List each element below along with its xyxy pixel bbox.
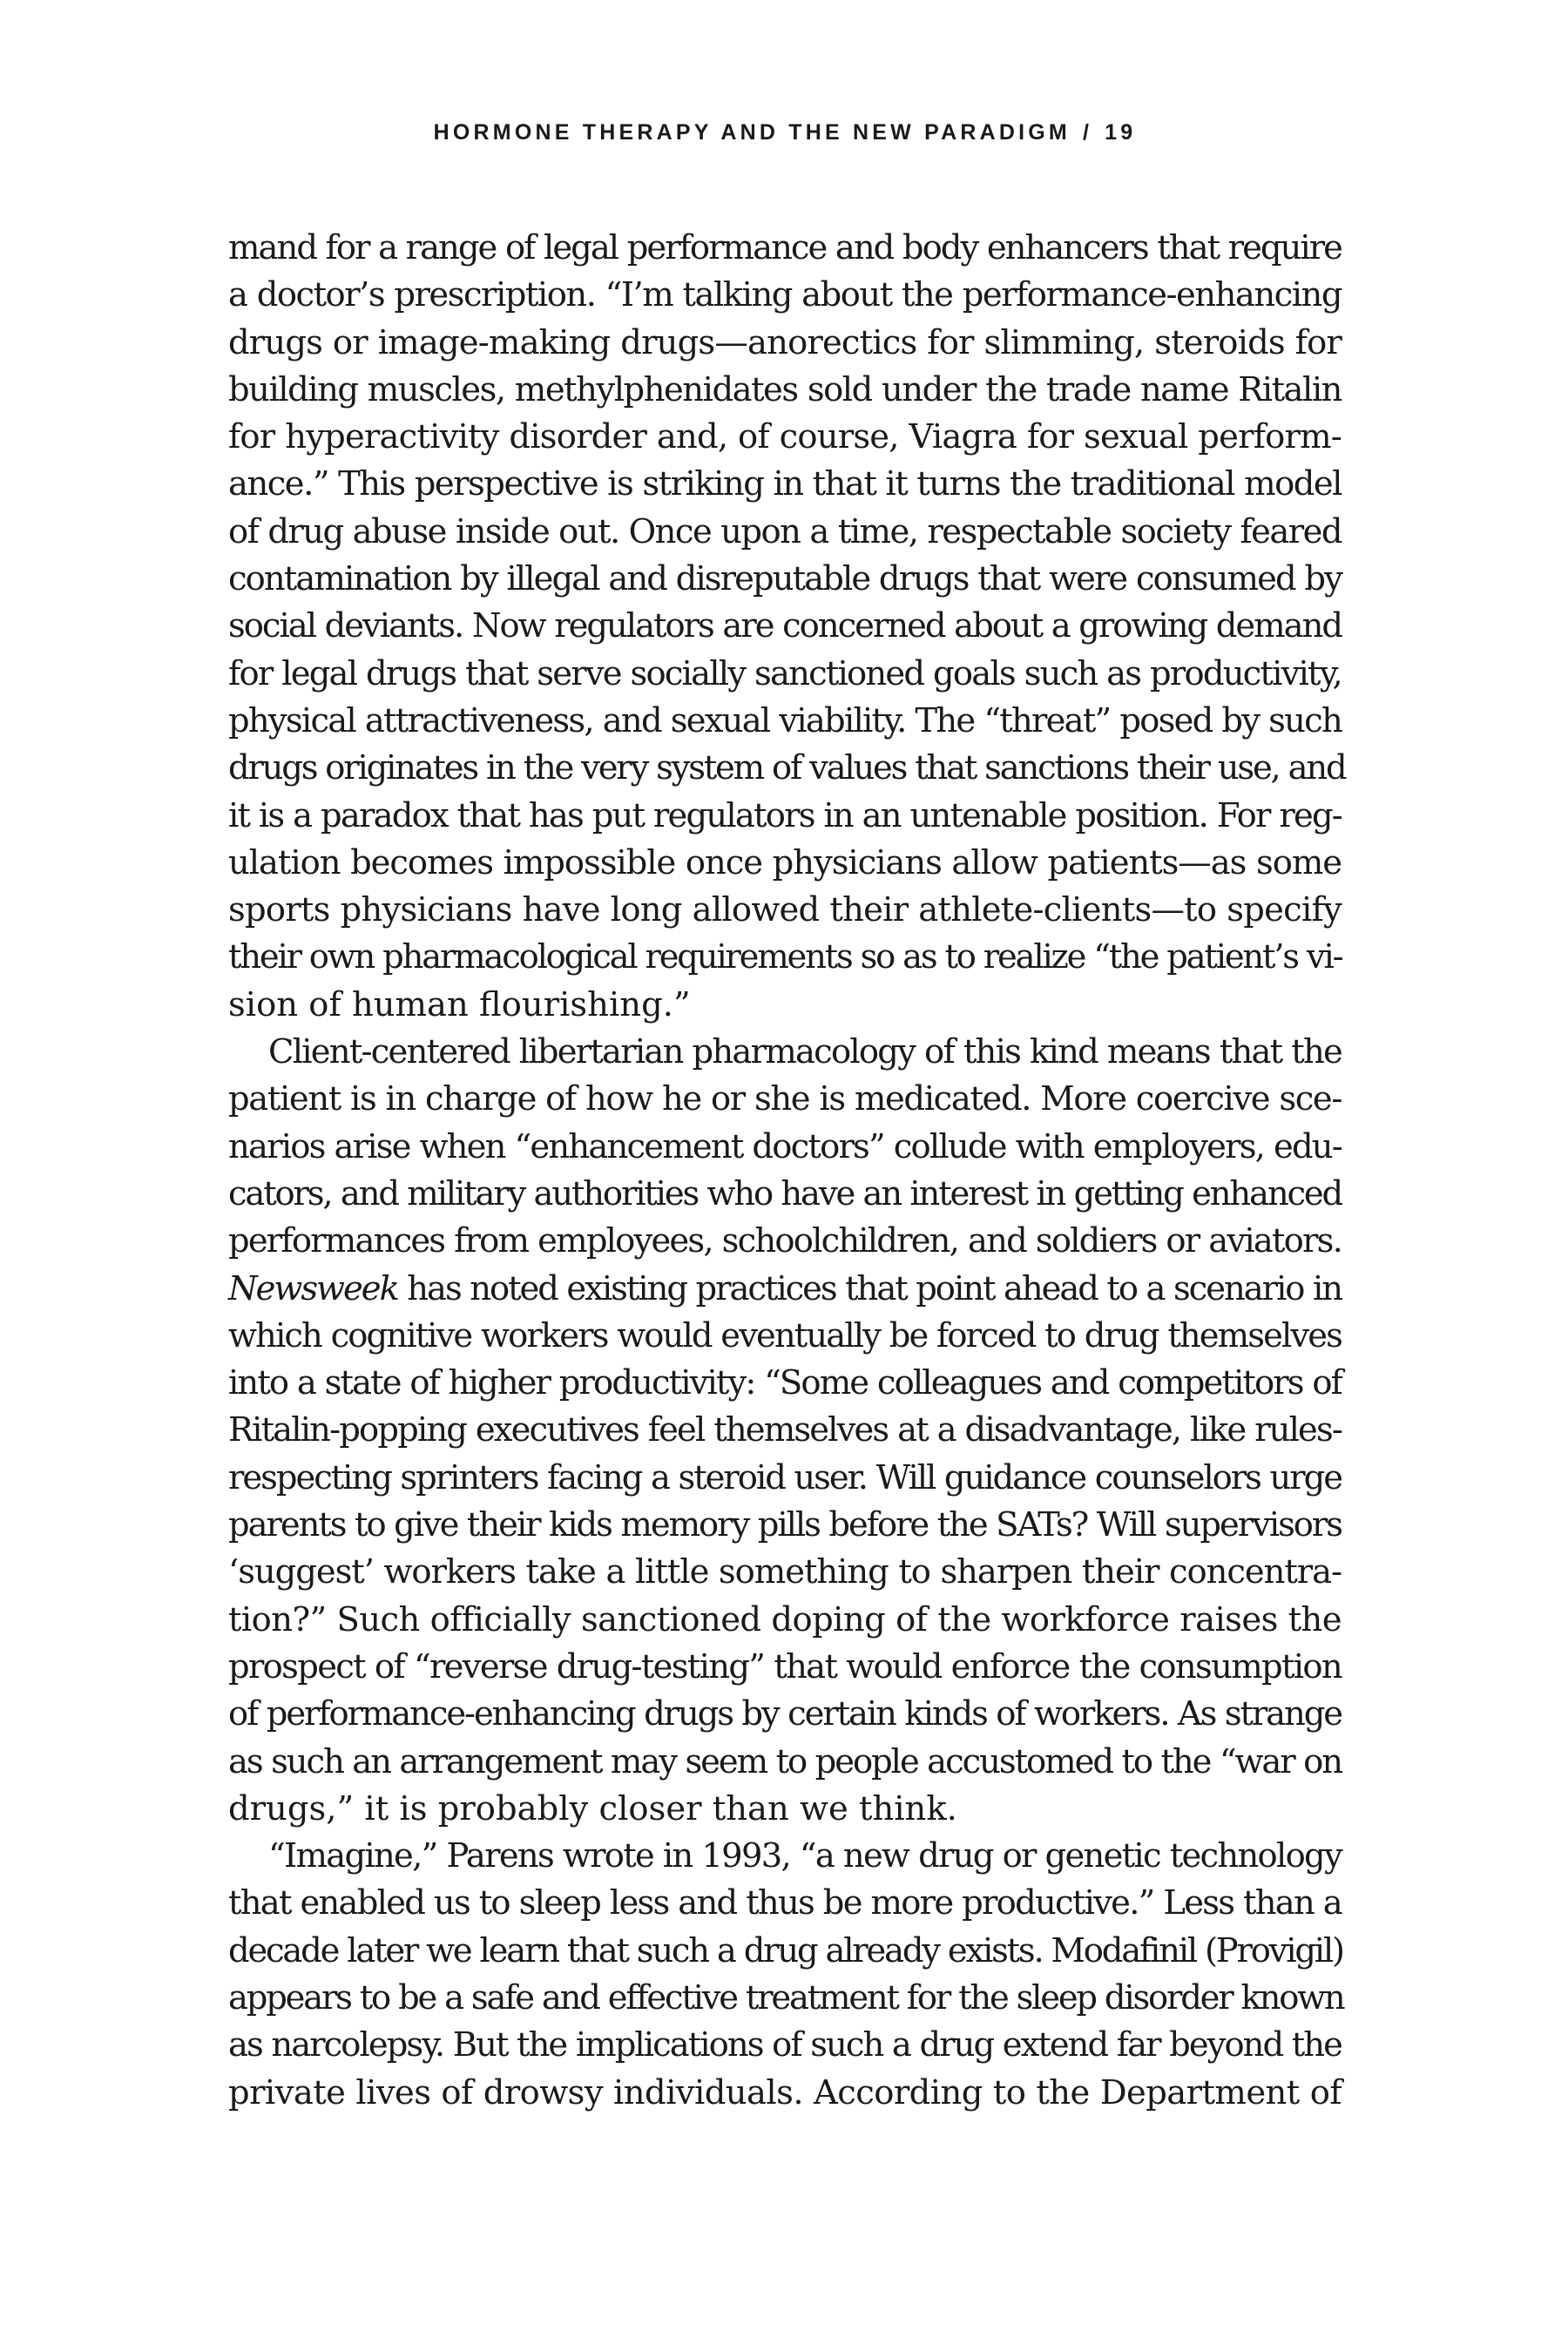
text-line: for hyperactivity disorder and, of course, Viagra for sexual perform- <box>228 417 1342 457</box>
text-line: building muscles, methylphenidates sold under the trade name Ritalin <box>228 369 1342 409</box>
text-line: as narcolepsy. But the implications of such a drug extend far beyond the <box>228 2025 1342 2065</box>
text-line: which cognitive workers would eventually be forced to drug themselves <box>228 1315 1342 1355</box>
text-line: ‘suggest’ workers take a little something to sharpen their concentra- <box>228 1552 1342 1592</box>
text-line: cators, and military authorities who have an interest in getting enhanced <box>228 1173 1342 1213</box>
text-line: of performance-enhancing drugs by certain kinds of workers. As strange <box>228 1694 1342 1734</box>
body-text <box>228 225 1346 2117</box>
header-separator: / <box>1082 120 1093 145</box>
text-line: of drug abuse inside out. Once upon a time, respectable society feared <box>228 511 1342 551</box>
text-line: prospect of “reverse drug-testing” that would enforce the consumption <box>228 1646 1342 1686</box>
text-line: decade later we learn that such a drug already exists. Modafinil (Provigil) <box>228 1930 1343 1970</box>
publication-title: Newsweek <box>228 1268 398 1308</box>
text-line: for legal drugs that serve socially sanctioned goals such as productivity, <box>228 653 1342 693</box>
text-line: drugs originates in the very system of values that sanctions their use, and <box>228 748 1346 788</box>
text-line: a doctor’s prescription. “I’m talking about the performance-enhancing <box>228 275 1342 315</box>
text-line: appears to be a safe and effective treatment for the sleep disorder known <box>228 1977 1344 2017</box>
text-line: contamination by illegal and disreputable drugs that were consumed by <box>228 559 1342 599</box>
text-line: drugs or image-making drugs—anorectics for slimming, steroids for <box>228 322 1342 362</box>
text-line: “Imagine,” Parens wrote in 1993, “a new drug or genetic technology <box>268 1836 1342 1876</box>
paragraph-2 <box>228 1029 1342 1833</box>
paragraph-3 <box>228 1833 1342 2117</box>
text-line: ulation becomes impossible once physicians allow patients—as some <box>228 842 1342 882</box>
text-line: tion?” Such officially sanctioned doping of the workforce raises the <box>228 1599 1342 1639</box>
text-line: drugs,” it is probably closer than we think. <box>228 1788 957 1828</box>
text-line: performances from employees, schoolchildren, and soldiers or aviators. <box>228 1221 1342 1261</box>
text-line: social deviants. Now regulators are concerned about a growing demand <box>228 606 1342 646</box>
text-line: their own pharmacological requirements so as to realize “the patient’s vi- <box>228 937 1342 977</box>
text-line: into a state of higher productivity: “Some colleagues and competitors of <box>228 1363 1342 1403</box>
text-fragment: has noted existing practices that point ahead to a scenario in <box>397 1268 1342 1308</box>
text-line: narios arise when “enhancement doctors” collude with employers, edu- <box>228 1126 1342 1166</box>
text-line: patient is in charge of how he or she is medicated. More coercive sce- <box>228 1079 1342 1119</box>
text-line: parents to give their kids memory pills before the SATs? Will supervisors <box>228 1505 1342 1545</box>
text-line: Client-centered libertarian pharmacology of this kind means that the <box>268 1032 1342 1072</box>
page-number: 19 <box>1105 120 1137 145</box>
text-line: respecting sprinters facing a steroid user. Will guidance counselors urge <box>228 1457 1342 1497</box>
text-line: as such an arrangement may seem to people accustomed to the “war on <box>228 1741 1342 1781</box>
text-line: Ritalin-popping executives feel themselves at a disadvantage, like rules- <box>228 1410 1342 1450</box>
text-line: mand for a range of legal performance and body enhancers that require <box>228 228 1342 267</box>
text-line: that enabled us to sleep less and thus be more productive.” Less than a <box>228 1883 1342 1923</box>
paragraph-1 <box>228 225 1346 1029</box>
text-line <box>228 1266 1342 1313</box>
running-title: HORMONE THERAPY AND THE NEW PARADIGM <box>433 120 1071 145</box>
text-line: ance.” This perspective is striking in that it turns the traditional model <box>228 464 1342 504</box>
text-line: sports physicians have long allowed their athlete-clients—to specify <box>228 890 1342 930</box>
running-head <box>228 120 1342 145</box>
text-line: physical attractiveness, and sexual viability. The “threat” posed by such <box>228 700 1342 740</box>
text-line: it is a paradox that has put regulators in an untenable position. For reg- <box>228 795 1342 835</box>
text-line: sion of human flourishing.” <box>228 984 691 1024</box>
text-line: private lives of drowsy individuals. According to the Department of <box>228 2072 1342 2112</box>
